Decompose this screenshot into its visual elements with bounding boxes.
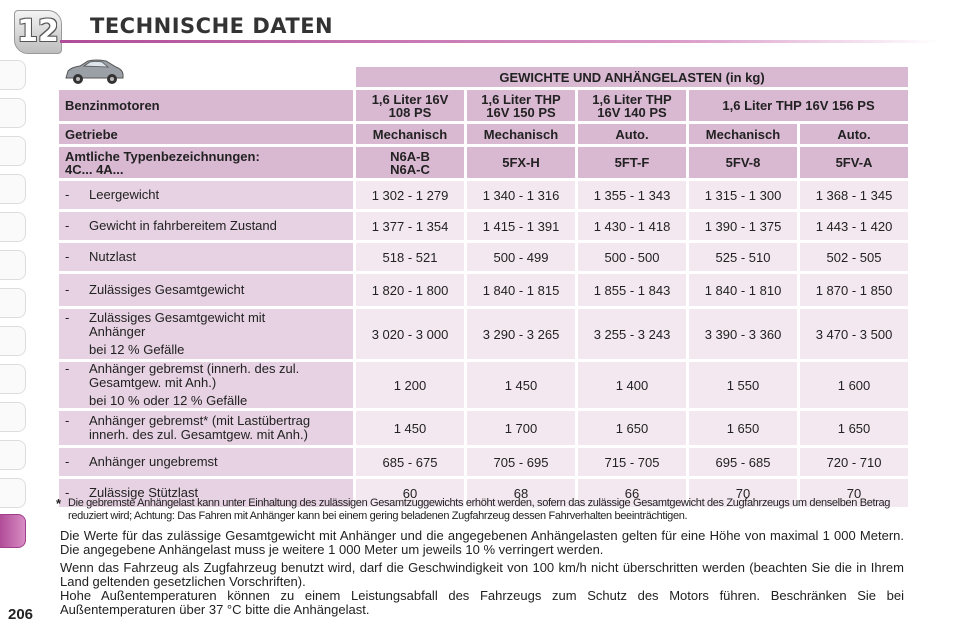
chapter-tab[interactable] — [0, 326, 26, 356]
table-row — [59, 212, 908, 240]
type-cell: 5FV-8 — [689, 147, 797, 178]
value-cell: 1 870 - 1 850 — [800, 274, 908, 306]
chapter-tab[interactable] — [0, 60, 26, 90]
row-dash: - — [65, 361, 70, 376]
row-label: Leergewicht — [89, 187, 160, 202]
row-label: Gewicht in fahrbereitem Zustand — [89, 218, 277, 233]
value-cell: 1 390 - 1 375 — [689, 212, 797, 240]
type-cell: 5FT-F — [578, 147, 686, 178]
table-row — [59, 362, 908, 408]
table-row — [59, 448, 908, 476]
value-cell: 66 — [578, 479, 686, 507]
value-cell: 1 450 — [356, 411, 464, 445]
row-label-cell — [59, 411, 353, 445]
row-label: Zulässiges Gesamtgewicht — [89, 282, 245, 297]
page-title: TECHNISCHE DATEN — [90, 14, 334, 38]
row-dash: - — [65, 454, 70, 469]
value-cell: 1 650 — [689, 411, 797, 445]
row-dash: - — [65, 413, 70, 428]
value-cell: 1 550 — [689, 362, 797, 408]
chapter-tab[interactable] — [0, 212, 26, 242]
value-cell: 1 855 - 1 843 — [578, 274, 686, 306]
value-cell: 720 - 710 — [800, 448, 908, 476]
engine-header: 1,6 Liter THP 16V 140 PS — [578, 90, 686, 121]
chapter-tab[interactable] — [0, 136, 26, 166]
value-cell: 1 840 - 1 810 — [689, 274, 797, 306]
chapter-tab[interactable] — [0, 98, 26, 128]
row-dash: - — [65, 310, 70, 325]
value-cell: 695 - 685 — [689, 448, 797, 476]
value-cell: 1 415 - 1 391 — [467, 212, 575, 240]
value-cell: 500 - 499 — [467, 243, 575, 271]
chapter-badge — [14, 10, 62, 54]
row-label: Anhänger gebremst* (mit Lastübertrag innerh. des zul. Gesamtgew. mit Anh.) — [89, 413, 311, 442]
value-cell: 715 - 705 — [578, 448, 686, 476]
paragraph-altitude: Die Werte für das zulässige Gesamtgewicht mit Anhänger und die angegebenen Anhängelasten gelten für eine Höhe von maximal 1 000 Metern. Die angegebene Anhängelast muss je weitere 1 000 Meter um jeweils 10 % verringert werden. — [60, 528, 904, 557]
row-dash: - — [65, 218, 70, 233]
engine-header: 1,6 Liter THP 16V 156 PS — [689, 90, 908, 121]
value-cell: 1 430 - 1 418 — [578, 212, 686, 240]
gear-cell: Mechanisch — [689, 124, 797, 144]
chapter-tabs — [0, 60, 32, 580]
row-label: Nutzlast — [89, 249, 136, 264]
value-cell: 3 290 - 3 265 — [467, 309, 575, 359]
chapter-tab[interactable] — [0, 250, 26, 280]
gear-cell: Mechanisch — [356, 124, 464, 144]
row-label-cell — [59, 181, 353, 209]
value-cell: 1 650 — [800, 411, 908, 445]
value-cell: 1 315 - 1 300 — [689, 181, 797, 209]
header-rule — [60, 40, 940, 43]
row-label: Anhänger ungebremst — [89, 454, 218, 469]
row-sublabel: bei 12 % Gefälle — [89, 342, 185, 357]
gear-cell: Auto. — [800, 124, 908, 144]
chapter-tab-active[interactable] — [0, 514, 26, 548]
gear-cell: Auto. — [578, 124, 686, 144]
value-cell: 1 700 — [467, 411, 575, 445]
row-label-cell — [59, 309, 353, 359]
table-row — [59, 309, 908, 359]
value-cell: 1 820 - 1 800 — [356, 274, 464, 306]
footnote-marker: * — [56, 496, 61, 511]
row-label: Zulässige Stützlast — [89, 485, 199, 500]
row-label-cell — [59, 274, 353, 306]
value-cell: 1 450 — [467, 362, 575, 408]
value-cell: 518 - 521 — [356, 243, 464, 271]
type-cell: 5FV-A — [800, 147, 908, 178]
type-cell: N6A-B N6A-C — [356, 147, 464, 178]
value-cell: 685 - 675 — [356, 448, 464, 476]
row-label-cell — [59, 448, 353, 476]
engine-header: 1,6 Liter 16V 108 PS — [356, 90, 464, 121]
table-row — [59, 411, 908, 445]
footnote — [56, 497, 908, 523]
chapter-number: 12 — [17, 14, 59, 49]
row-label-cell — [59, 212, 353, 240]
chapter-tab[interactable] — [0, 288, 26, 318]
value-cell: 1 650 — [578, 411, 686, 445]
chapter-tab[interactable] — [0, 174, 26, 204]
table-caption: GEWICHTE UND ANHÄNGELASTEN (in kg) — [356, 67, 908, 87]
paragraph-temperature: Hohe Außentemperaturen können zu einem Leistungsabfall des Fahrzeugs zum Schutz des Motors führen. Beschränken Sie bei Außentemperaturen über 37 °C bitte die Anhängelast. — [60, 588, 904, 617]
value-cell: 1 443 - 1 420 — [800, 212, 908, 240]
value-cell: 1 355 - 1 343 — [578, 181, 686, 209]
type-label: Amtliche Typenbezeichnungen: 4C... 4A... — [59, 147, 353, 178]
weights-table — [56, 64, 904, 510]
engine-label: Benzinmotoren — [59, 90, 353, 121]
gear-cell: Mechanisch — [467, 124, 575, 144]
value-cell: 1 302 - 1 279 — [356, 181, 464, 209]
engine-header: 1,6 Liter THP 16V 150 PS — [467, 90, 575, 121]
footnote-text: Die gebremste Anhängelast kann unter Einhaltung des zulässigen Gesamtzuggewichts erhöht werden, sofern das zulässige Gesamtgewicht des Zugfahrzeugs um denselben Betrag reduziert wird; Achtung: Das Fahren mit Anhänger kann bei einem gering beladenen Zugfahrzeug dessen Fahrverhalten beeinträchtigen. — [68, 497, 891, 522]
value-cell: 68 — [467, 479, 575, 507]
page-number: 206 — [8, 606, 34, 623]
chapter-tab[interactable] — [0, 440, 26, 470]
value-cell: 525 - 510 — [689, 243, 797, 271]
chapter-tab[interactable] — [0, 402, 26, 432]
value-cell: 705 - 695 — [467, 448, 575, 476]
value-cell: 1 840 - 1 815 — [467, 274, 575, 306]
value-cell: 502 - 505 — [800, 243, 908, 271]
value-cell: 3 020 - 3 000 — [356, 309, 464, 359]
value-cell: 3 255 - 3 243 — [578, 309, 686, 359]
row-label-cell — [59, 362, 353, 408]
row-label: Zulässiges Gesamtgewicht mit Anhänger — [89, 310, 266, 339]
row-dash: - — [65, 485, 70, 500]
chapter-tab[interactable] — [0, 478, 26, 508]
value-cell: 1 377 - 1 354 — [356, 212, 464, 240]
table-row — [59, 243, 908, 271]
value-cell: 1 400 — [578, 362, 686, 408]
gear-label: Getriebe — [59, 124, 353, 144]
row-label-cell — [59, 243, 353, 271]
row-dash: - — [65, 249, 70, 264]
row-label: Anhänger gebremst (innerh. des zul. Gesamtgew. mit Anh.) — [89, 361, 300, 390]
value-cell: 500 - 500 — [578, 243, 686, 271]
table-row — [59, 274, 908, 306]
row-sublabel: bei 10 % oder 12 % Gefälle — [89, 393, 248, 408]
chapter-tab[interactable] — [0, 364, 26, 394]
row-dash: - — [65, 282, 70, 297]
value-cell: 1 600 — [800, 362, 908, 408]
value-cell: 70 — [689, 479, 797, 507]
value-cell: 1 340 - 1 316 — [467, 181, 575, 209]
value-cell: 1 368 - 1 345 — [800, 181, 908, 209]
type-cell: 5FX-H — [467, 147, 575, 178]
row-dash: - — [65, 187, 70, 202]
table-row — [59, 181, 908, 209]
value-cell: 60 — [356, 479, 464, 507]
value-cell: 3 390 - 3 360 — [689, 309, 797, 359]
value-cell: 3 470 - 3 500 — [800, 309, 908, 359]
value-cell: 1 200 — [356, 362, 464, 408]
paragraph-speed: Wenn das Fahrzeug als Zugfahrzeug benutzt wird, darf die Geschwindigkeit von 100 km/h nicht überschritten werden (beachten Sie die in Ihrem Land geltenden gesetzlichen Vorschriften). — [60, 560, 904, 589]
value-cell: 70 — [800, 479, 908, 507]
